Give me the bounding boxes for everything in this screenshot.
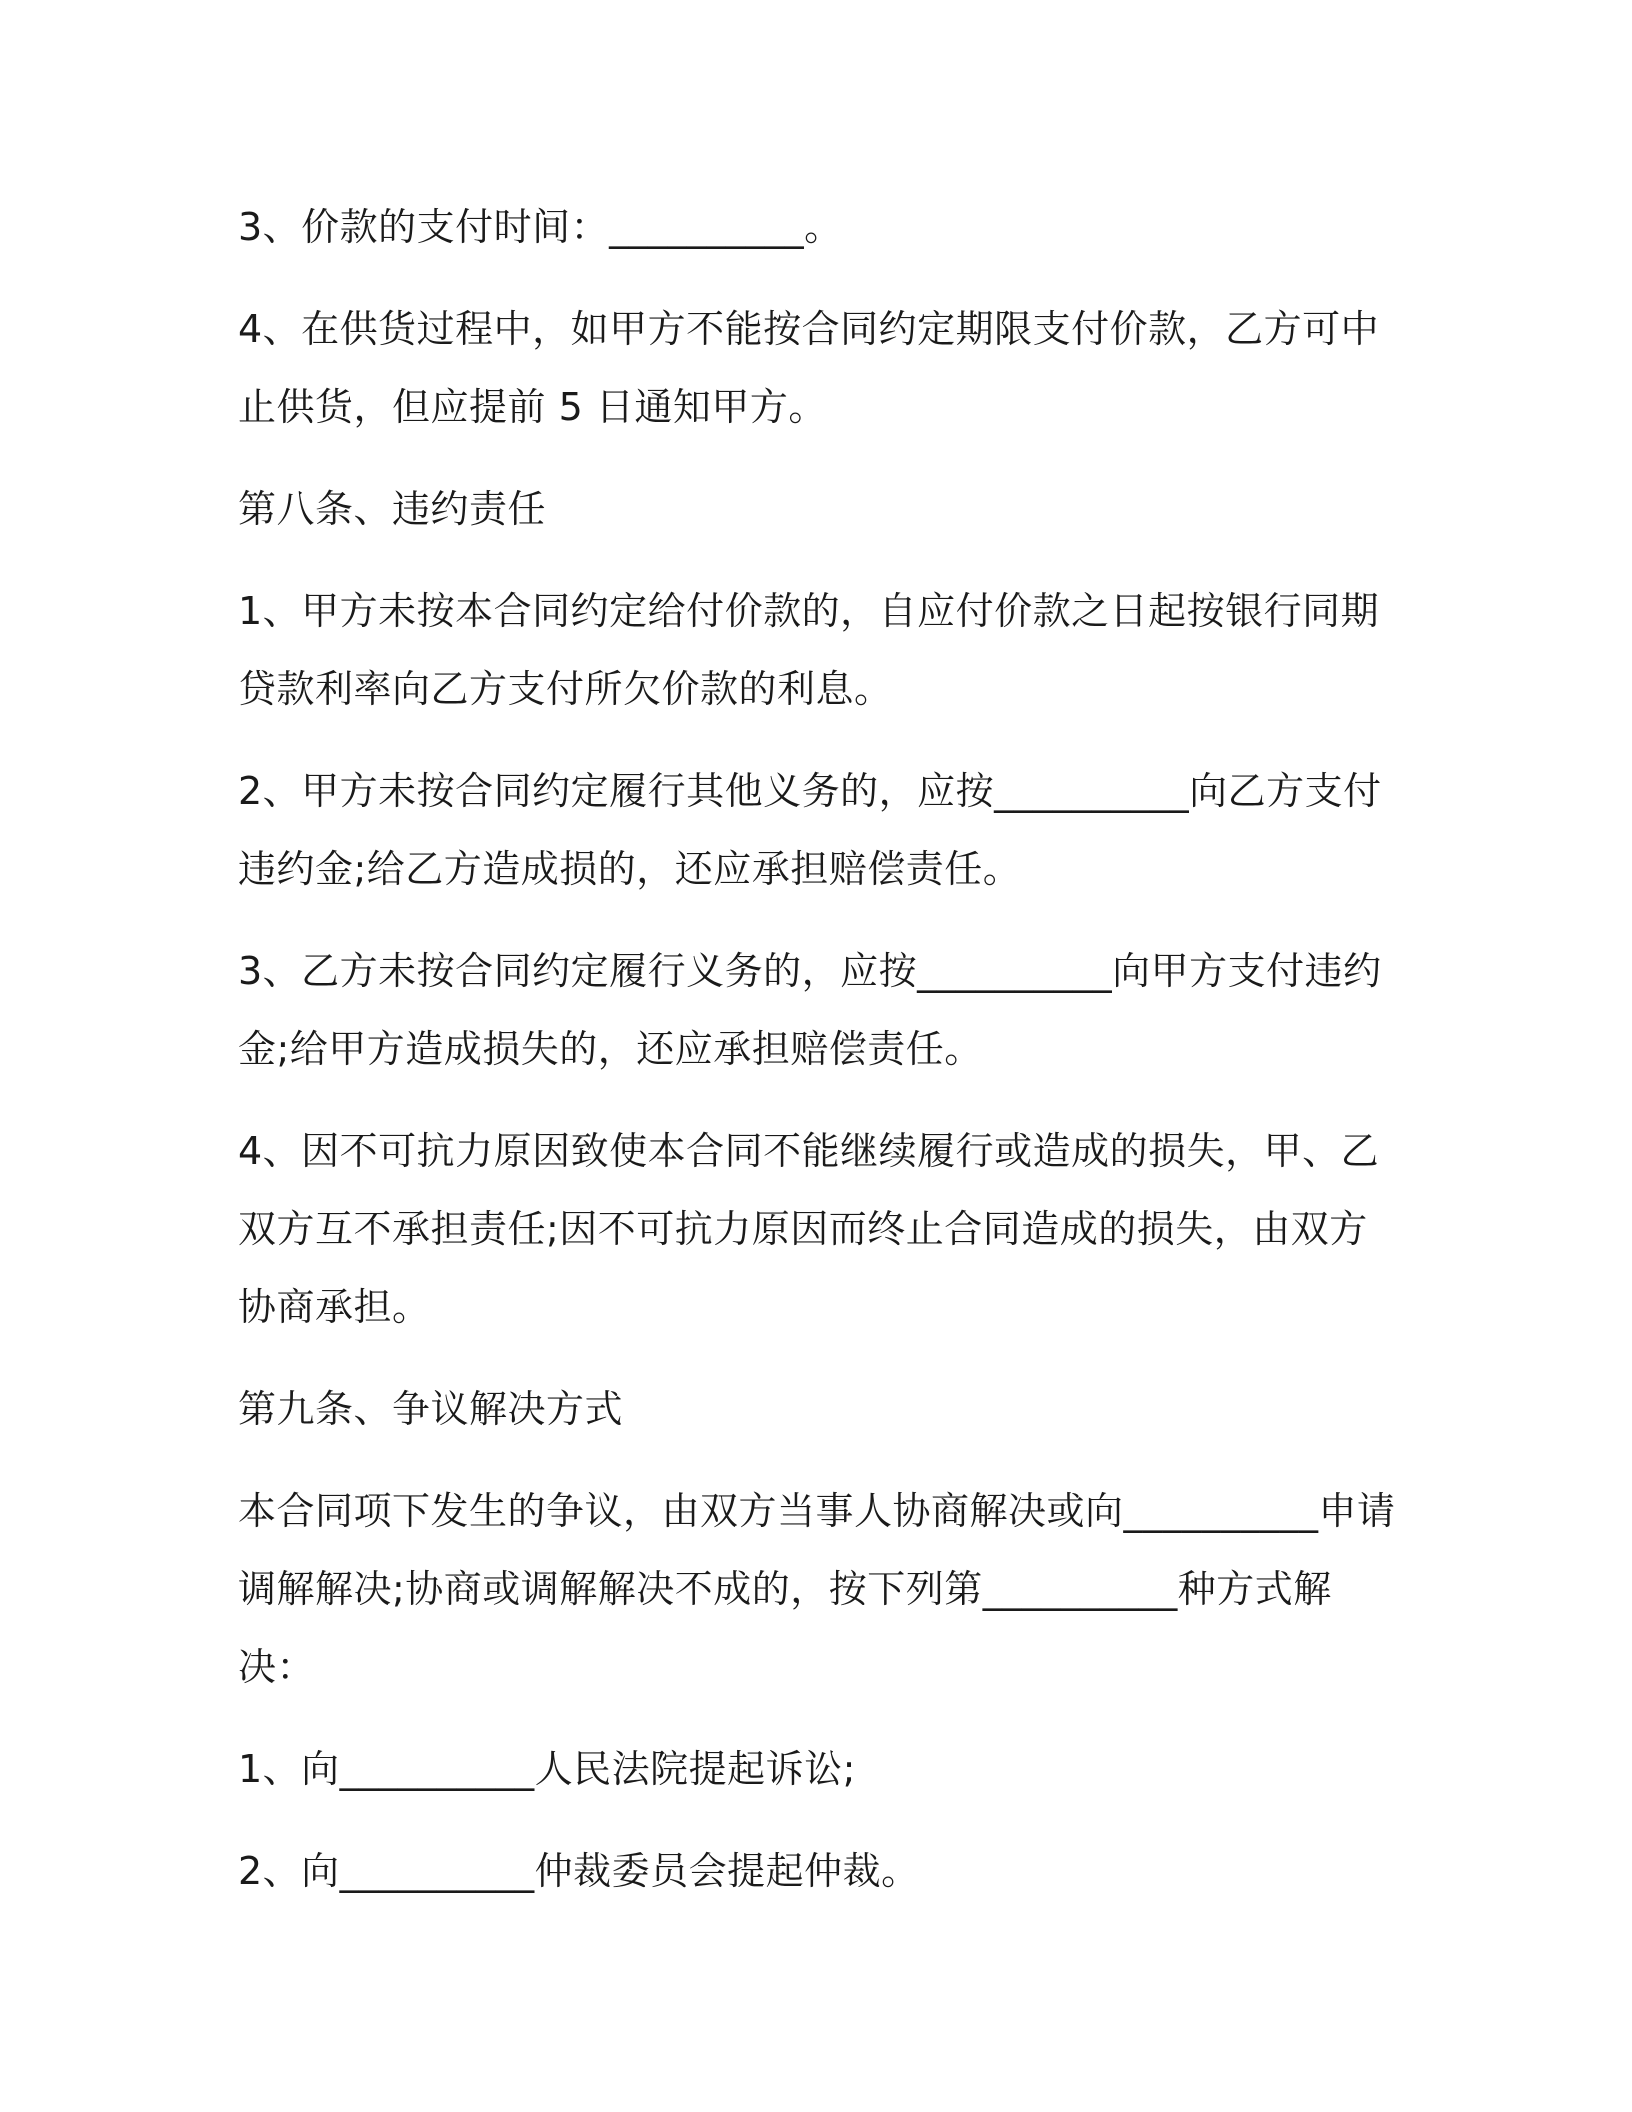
clause-7-item-4: 4、在供货过程中，如甲方不能按合同约定期限支付价款，乙方可中止供货，但应提前 5 日通知甲方。 bbox=[238, 307, 1380, 429]
clause-8-item-4: 4、因不可抗力原因致使本合同不能继续履行或造成的损失，甲、乙双方互不承担责任;因不可抗力原因而终止合同造成的损失，由双方协商承担。 bbox=[238, 1129, 1380, 1329]
clause-7-item-3: 3、价款的支付时间：__________。 bbox=[238, 205, 843, 249]
clause-9-option-2: 2、向__________仲裁委员会提起仲裁。 bbox=[238, 1849, 920, 1893]
section-heading-article-9: 第九条、争议解决方式 bbox=[238, 1387, 624, 1431]
clause-8-item-2: 2、甲方未按合同约定履行其他义务的，应按__________向乙方支付违约金;给乙方造成损的，还应承担赔偿责任。 bbox=[238, 769, 1382, 891]
clause-8-item-3: 3、乙方未按合同约定履行义务的，应按__________向甲方支付违约金;给甲方造成损失的，还应承担赔偿责任。 bbox=[238, 949, 1382, 1071]
clause-9-intro: 本合同项下发生的争议，由双方当事人协商解决或向__________申请调解解决;协商或调解解决不成的，按下列第__________种方式解决： bbox=[238, 1489, 1396, 1689]
document-body bbox=[238, 188, 1398, 1910]
clause-8-item-1: 1、甲方未按本合同约定给付价款的，自应付价款之日起按银行同期贷款利率向乙方支付所欠价款的利息。 bbox=[238, 589, 1380, 711]
clause-9-option-1: 1、向__________人民法院提起诉讼; bbox=[238, 1747, 856, 1791]
section-heading-article-8: 第八条、违约责任 bbox=[238, 487, 547, 531]
